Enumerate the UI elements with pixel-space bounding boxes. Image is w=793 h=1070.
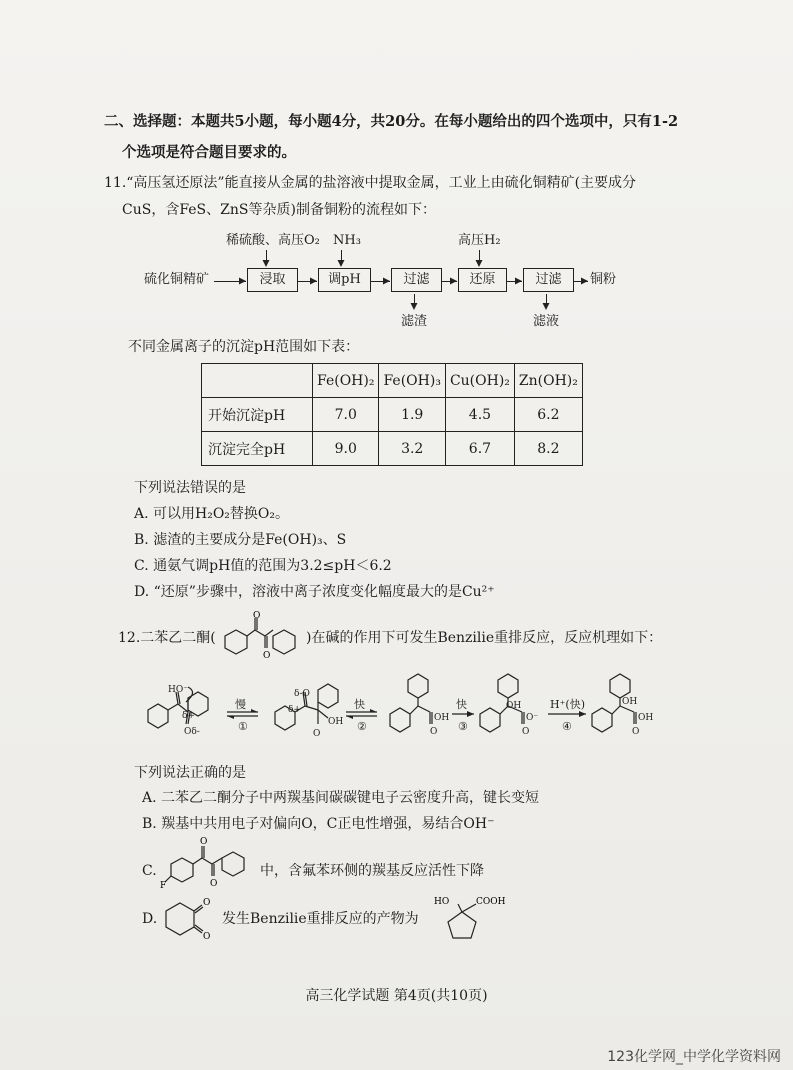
q12-option-d-text: 发生Benzilie重排反应的产物为 <box>222 911 419 927</box>
step2-label: 快 <box>354 698 365 711</box>
q12-option-c-text: 中，含氟苯环侧的羰基反应活性下降 <box>260 863 484 879</box>
table-cell: 9.0 <box>313 432 379 466</box>
table-cell: 6.2 <box>514 398 582 432</box>
step-adjust-ph: 调pH <box>318 268 371 292</box>
step4-number: ④ <box>562 720 572 733</box>
svg-text:O: O <box>203 898 211 908</box>
table-cell: 6.7 <box>445 432 514 466</box>
table-header-cell: Cu(OH)₂ <box>445 364 514 398</box>
svg-text:OH: OH <box>434 713 450 723</box>
step3-label: 快 <box>456 698 467 711</box>
step-filter-1: 过滤 <box>391 268 442 292</box>
flow-output: 铜粉 <box>590 272 617 287</box>
svg-text:δ+: δ+ <box>288 705 301 715</box>
q12-option-d-label: D. <box>142 911 158 927</box>
watermark: 123化学网_中学化学资料网 <box>607 1049 781 1065</box>
svg-text:O: O <box>210 879 218 889</box>
step-leach: 浸取 <box>247 268 298 292</box>
flow-input: 硫化铜精矿 <box>144 272 210 287</box>
table-intro: 不同金属离子的沉淀pH范围如下表： <box>128 339 360 355</box>
q12-stem-pre: 12.二苯乙二酮( <box>118 630 216 646</box>
table-header-cell: Fe(OH)₃ <box>379 364 445 398</box>
table-cell: 3.2 <box>379 432 445 466</box>
flow-arrowheads <box>0 0 793 340</box>
q11-stem-line2: CuS，含FeS、ZnS等杂质)制备铜粉的流程如下： <box>122 202 436 218</box>
q11-option-b: B. 滤渣的主要成分是Fe(OH)₃、S <box>134 532 347 548</box>
table-row <box>202 398 583 432</box>
table-cell: 4.5 <box>445 398 514 432</box>
table-row <box>202 432 583 466</box>
q11-option-a: A. 可以用H₂O₂替换O₂。 <box>134 506 290 522</box>
fluoro-benzil-structure-icon <box>160 834 260 890</box>
q11-question: 下列说法错误的是 <box>134 480 246 496</box>
table-header-cell: Zn(OH)₂ <box>514 364 582 398</box>
section-header-line2: 个选项是符合题目要求的。 <box>122 144 296 161</box>
svg-text:OH: OH <box>638 713 654 723</box>
svg-text:OH: OH <box>328 717 344 727</box>
hydroxy-cyclopentane-acid-structure-icon <box>432 892 522 948</box>
reagent-reduce: 高压H₂ <box>458 233 501 248</box>
svg-text:O: O <box>632 727 640 737</box>
waste-filtrate: 滤液 <box>533 314 560 329</box>
reagent-ph: NH₃ <box>333 233 361 248</box>
q11-option-d: D. “还原”步骤中，溶液中离子浓度变化幅度最大的是Cu²⁺ <box>134 584 495 600</box>
table-cell: 1.9 <box>379 398 445 432</box>
svg-text:O: O <box>200 837 208 847</box>
step1-number: ① <box>238 720 248 733</box>
step-filter-2: 过滤 <box>523 268 574 292</box>
svg-text:δ+: δ+ <box>182 711 195 721</box>
precipitation-ph-table <box>201 363 583 466</box>
reagent-leach: 稀硫酸、高压O₂ <box>226 233 320 248</box>
step2-number: ② <box>357 720 367 733</box>
table-cell: 7.0 <box>313 398 379 432</box>
svg-text:O: O <box>430 727 438 737</box>
optd-ho-label: HO <box>434 897 450 907</box>
q12-option-b: B. 羰基中共用电子对偏向O，C正电性增强，易结合OH⁻ <box>142 816 495 832</box>
svg-text:OH: OH <box>506 701 522 711</box>
table-row-label: 沉淀完全pH <box>202 432 313 466</box>
svg-text:O: O <box>253 611 261 621</box>
section-header-line1: 二、选择题：本题共5小题，每小题4分，共20分。在每小题给出的四个选项中，只有1-2 <box>104 113 679 130</box>
waste-residue: 滤渣 <box>401 314 428 329</box>
svg-text:O⁻: O⁻ <box>526 713 539 723</box>
svg-text:δ-O: δ-O <box>294 689 310 699</box>
q11-stem-line1: 11.“高压氢还原法”能直接从金属的盐溶液中提取金属，工业上由硫化铜精矿(主要成分 <box>104 175 637 191</box>
table-header-cell: Fe(OH)₂ <box>313 364 379 398</box>
svg-text:O: O <box>203 932 211 942</box>
benzilic-mechanism-diagram <box>130 662 670 750</box>
step-reduce: 还原 <box>458 268 507 292</box>
q11-option-c: C. 通氨气调pH值的范围为3.2≤pH＜6.2 <box>134 558 392 574</box>
table-row-label: 开始沉淀pH <box>202 398 313 432</box>
table-header-row <box>202 364 583 398</box>
step1-label: 慢 <box>235 698 246 711</box>
step4-label: H⁺(快) <box>550 698 585 711</box>
svg-text:OH: OH <box>622 697 638 707</box>
step3-number: ③ <box>458 720 468 733</box>
svg-text:O: O <box>313 729 321 739</box>
svg-text:O: O <box>263 651 271 661</box>
page-footer: 高三化学试题 第4页(共10页) <box>305 988 488 1004</box>
cyclohexanedione-structure-icon <box>156 893 216 945</box>
benzil-structure-icon <box>214 610 306 662</box>
ho-minus-label: HO⁻ <box>168 685 188 695</box>
svg-text:Oδ-: Oδ- <box>184 727 200 737</box>
table-header-cell <box>202 364 313 398</box>
q12-stem-post: )在碱的作用下可发生Benzilie重排反应，反应机理如下： <box>306 630 663 646</box>
optd-cooh-label: COOH <box>476 897 506 907</box>
svg-text:F: F <box>160 881 167 890</box>
q12-option-a: A. 二苯乙二酮分子中两羰基间碳碳键电子云密度升高，键长变短 <box>142 790 540 806</box>
q12-question: 下列说法正确的是 <box>134 765 246 781</box>
table-cell: 8.2 <box>514 432 582 466</box>
svg-text:O: O <box>522 727 530 737</box>
q12-option-c-label: C. <box>142 863 157 879</box>
